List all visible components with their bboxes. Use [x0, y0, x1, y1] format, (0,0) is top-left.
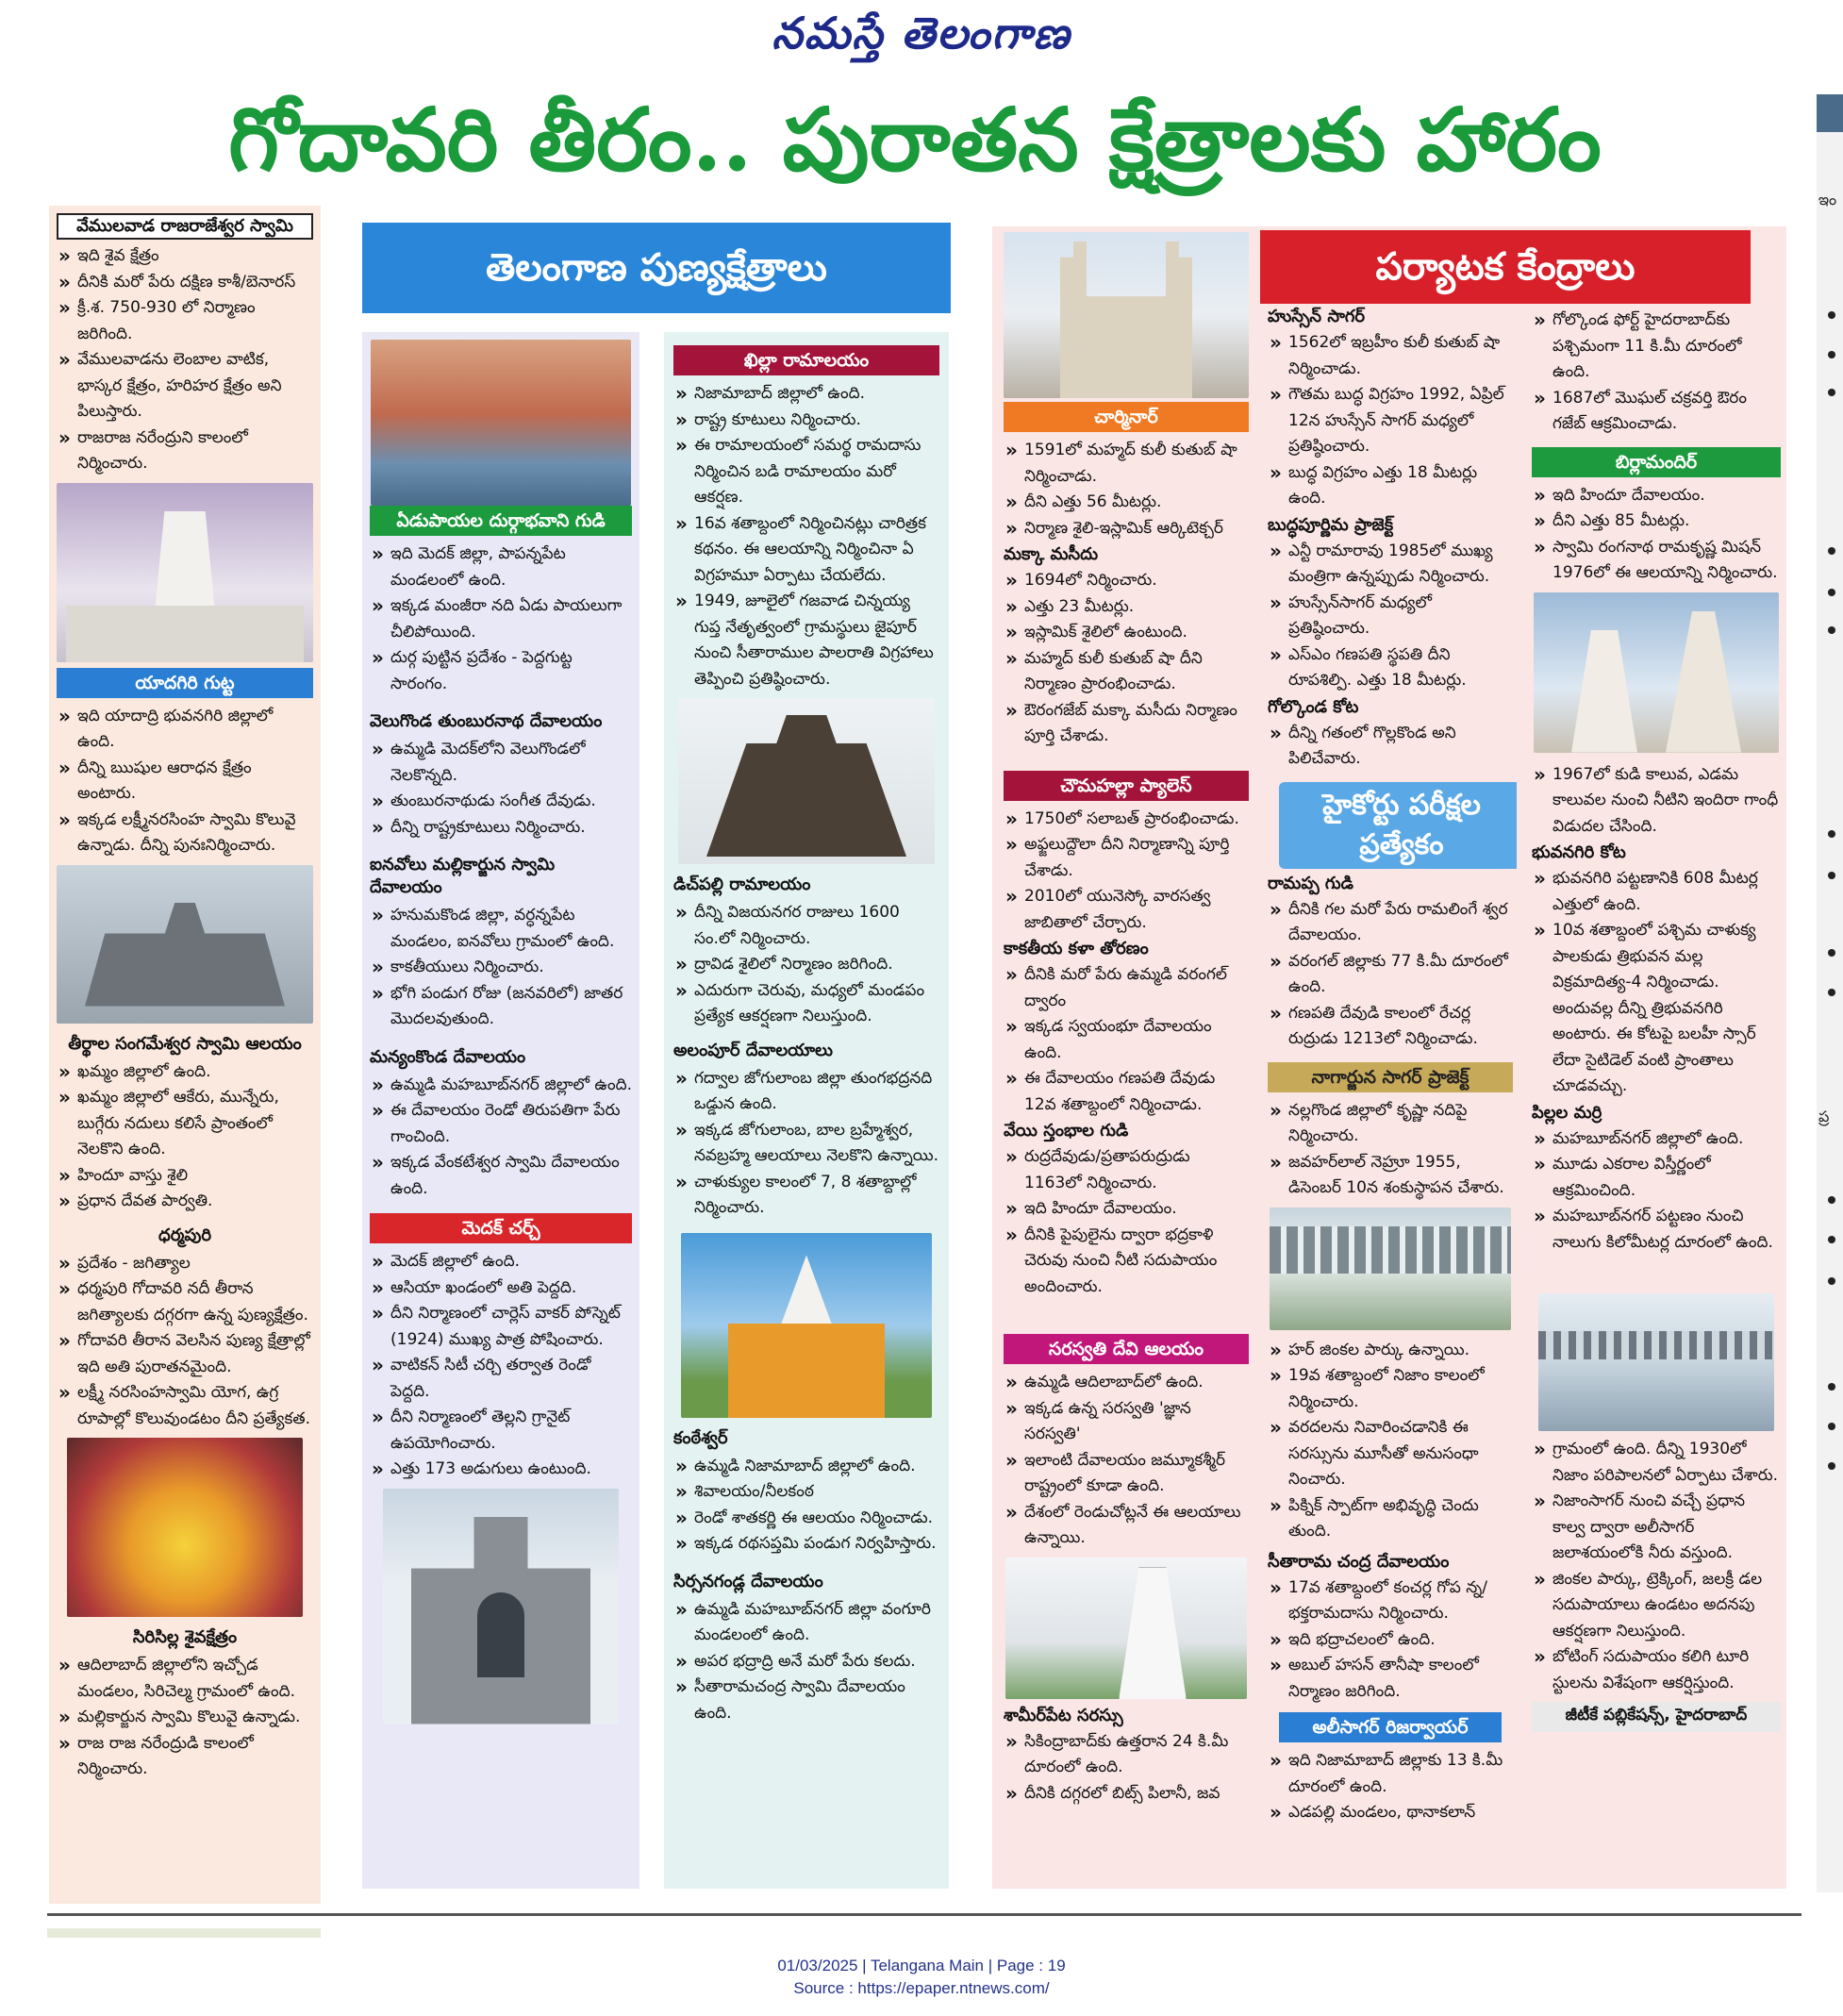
- hussain-list: [1268, 330, 1513, 512]
- list-item: » ఈ రామాలయంలో సమర్థ రామదాసు నిర్మించిన బడి రామాలయం మరో ఆకర్షణ.: [673, 433, 939, 511]
- list-item: » దీన్ని ఋషుల ఆరాధన క్షేత్రం అంటారు.: [57, 756, 313, 808]
- footer: [0, 1955, 1843, 2000]
- list-item: » ప్రధాన దేవత పార్వతి.: [57, 1189, 313, 1215]
- highcourt-special-badge: [1279, 782, 1517, 869]
- list-item: » భువనగిరి పట్టణానికి 608 మీటర్ల ఎత్తులో ఉంది.: [1532, 866, 1781, 918]
- birla-mandir-photo: [1534, 592, 1779, 753]
- inavolu-list: [370, 903, 632, 1033]
- footer-rule-accent: [47, 1928, 321, 1938]
- list-item: » ఇక్కడ జోగులాంబ, బాల బ్రహ్మేశ్వర, నవబ్రహ్మ ఆలయాలు నెలకొని ఉన్నాయి.: [673, 1118, 939, 1170]
- section-title: రామప్ప గుడి: [1268, 873, 1353, 893]
- list-item: » గోల్కొండ ఫోర్ట్ హైదరాబాద్‌కు పశ్చిమంగా 11 కి.మీ దూరంలో ఉంది.: [1532, 308, 1781, 386]
- list-item: » ఇక్కడ స్వయంభూ దేవాలయం ఉంది.: [1004, 1014, 1249, 1066]
- sirisilla-list: [57, 1653, 313, 1783]
- alisagar-reservoir-photo: [1538, 1293, 1774, 1431]
- alisagar-list: [1268, 1748, 1513, 1826]
- section-title: వేములవాడ రాజరాజేశ్వర స్వామి: [57, 213, 313, 240]
- nagarjuna-dam-photo: [1270, 1208, 1511, 1330]
- list-item: » రెండో శాతకర్ణి ఈ ఆలయం నిర్మించాడు.: [673, 1506, 939, 1532]
- bullet-icon: [1828, 547, 1835, 555]
- section-title: తీర్థాల సంగమేశ్వర స్వామి ఆలయం: [68, 1033, 302, 1054]
- section-title: సిరిసిల్ల శైవక్షేత్రం: [132, 1627, 238, 1647]
- dharmapuri-list: [57, 1251, 313, 1433]
- list-item: » కాకతీయులు నిర్మించారు.: [370, 955, 632, 981]
- list-item: » బుద్ధ విగ్రహం ఎత్తు 18 మీటర్లు ఉంది.: [1268, 460, 1513, 512]
- bullet-icon: [1828, 1383, 1835, 1391]
- telangana-punya-banner: [362, 223, 951, 313]
- vemulawada-list: [57, 243, 313, 477]
- list-item: » దీని నిర్మాణంలో చార్లెస్ వాకర్ పోస్నెట్ (1924) ముఖ్య పాత్ర పోషించారు.: [370, 1301, 632, 1353]
- section-title: బుద్ధపూర్ణిమ ప్రాజెక్ట్: [1268, 514, 1394, 535]
- column-1: [49, 206, 321, 1904]
- list-item: » సికింద్రాబాద్‌కు ఉత్తరాన 24 కి.మీ దూరంలో ఉంది.: [1004, 1729, 1249, 1781]
- edupayala-crowd-photo: [371, 340, 631, 506]
- bullet-icon: [1828, 351, 1835, 358]
- list-item: » ఎడపల్లి మండలం, థానాకలాన్: [1268, 1800, 1513, 1826]
- list-item: » అఫ్జలుద్దౌలా దీని నిర్మాణాన్ని పూర్తి చేశాడు.: [1004, 832, 1249, 884]
- footer-rule: [47, 1913, 1801, 1916]
- list-item: » ఉమ్మడి మెదక్‌లోని వెలుగొండలో నెలకొన్నది.: [370, 737, 632, 789]
- pillala-list: [1532, 1126, 1781, 1257]
- list-item: » గౌతమ బుద్ధ విగ్రహం 1992, ఏప్రిల్ 12న హుస్సేన్ సాగర్ మధ్యలో ప్రతిష్ఠించారు.: [1268, 382, 1513, 460]
- veyi-list: [1004, 1144, 1249, 1300]
- section-title: డిచ్‌పల్లి రామాలయం: [673, 875, 811, 894]
- bullet-icon: [1828, 1196, 1835, 1204]
- list-item: » మహబూబ్‌నగర్ పట్టణం నుంచి నాలుగు కిలోమీటర్ల దూరంలో ఉంది.: [1532, 1204, 1781, 1256]
- list-item: » దీనికి మరో పేరు ఉమ్మడి వరంగల్ ద్వారం: [1004, 962, 1249, 1014]
- birla-list: [1532, 483, 1781, 587]
- kudi-list: [1532, 762, 1781, 841]
- list-item: » క్రీ.శ. 750-930 లో నిర్మాణం జరిగింది.: [57, 295, 313, 347]
- list-item: » రాజరాజ నరేంద్రుని కాలంలో నిర్మించారు.: [57, 425, 313, 477]
- list-item: » తుంబురనాథుడు సంగీత దేవుడు.: [370, 789, 632, 815]
- list-item: » 2010లో యునెస్కో వారసత్వ జాబితాలో చేర్చారు.: [1004, 884, 1249, 936]
- section-title: మక్కా మసీదు: [1004, 544, 1099, 564]
- list-item: » వరదలను నివారించడానికి ఈ సరస్సును మూసీతో అనుసంధా నించారు.: [1268, 1415, 1513, 1493]
- column-5: [1264, 304, 1517, 1883]
- section-title-bar: బిర్లామందిర్: [1532, 447, 1781, 477]
- section-title-bar: చార్మినార్: [1004, 402, 1249, 432]
- masthead: నమస్తే తెలంగాణ: [772, 8, 1071, 58]
- section-title-bar: నాగార్జున సాగర్ ప్రాజెక్ట్: [1268, 1062, 1513, 1092]
- list-item: » వేములవాడను లెంబాల వాటిక, భాస్కర క్షేత్రం, హరిహర క్షేత్రం అని పిలుస్తారు.: [57, 347, 313, 425]
- section-title-bar: చౌమహల్లా ప్యాలెస్: [1004, 771, 1249, 801]
- list-item: » శివాలయం/నీలకంఠ: [673, 1479, 939, 1506]
- bullet-icon: [1828, 311, 1835, 319]
- list-item: » నిర్మాణ శైలి-ఇస్లామిక్ ఆర్కిటెక్చర్: [1004, 516, 1249, 542]
- list-item: » గద్వాల జోగులాంబ జిల్లా తుంగభద్రనది ఒడ్డున ఉంది.: [673, 1066, 939, 1118]
- list-item: » ఎత్తు 173 అడుగులు ఉంటుంది.: [370, 1457, 632, 1483]
- bullet-icon: [1828, 949, 1835, 957]
- bullet-icon: [1828, 589, 1835, 596]
- list-item: » ఉమ్మడి మహబూబ్‌నగర్ జిల్లా వంగూరి మండలంలో ఉంది.: [673, 1597, 939, 1649]
- section-title-bar: యాదగిరి గుట్ట: [57, 668, 313, 698]
- section-title: శామీర్‌పేట సరస్సు: [1004, 1705, 1123, 1725]
- list-item: » బోటింగ్ సదుపాయం కలిగి టూరి స్టులను విశేషంగా ఆకర్షిస్తుంది.: [1532, 1644, 1781, 1696]
- bullet-icon: [1828, 1277, 1835, 1285]
- alisagar-cont-list: [1532, 1437, 1781, 1696]
- list-item: » ఈ దేవాలయం గణపతి దేవుడు 12వ శతాబ్దంలో నిర్మించాడు.: [1004, 1066, 1249, 1118]
- list-item: » దీని ఎత్తు 56 మీటర్లు.: [1004, 490, 1249, 516]
- section-title-bar: ఖిల్లా రామాలయం: [673, 345, 939, 375]
- list-item: » దీనికి దగ్గరలో బిట్స్ పిలానీ, జవ: [1004, 1781, 1249, 1808]
- section-title: అలంపూర్ దేవాలయాలు: [673, 1040, 834, 1060]
- section-title: మన్యంకొండ దేవాలయం: [370, 1046, 526, 1067]
- list-item: » హనుమకొండ జిల్లా, వర్ధన్నపేట మండలం, ఐనవోలు గ్రామంలో ఉంది.: [370, 903, 632, 955]
- footer-source-link[interactable]: Source : https://epaper.ntnews.com/: [793, 1979, 1050, 1997]
- column-6: [1528, 304, 1785, 1883]
- vemulawada-temple-photo: [57, 483, 313, 662]
- list-item: » మూడు ఎకరాల విస్తీర్ణంలో ఆక్రమించింది.: [1532, 1152, 1781, 1204]
- section-title: సీతారామ చంద్ర దేవాలయం: [1268, 1551, 1450, 1572]
- list-item: » ఖమ్మం జిల్లాలో ఉంది.: [57, 1059, 313, 1086]
- charminar-list: [1004, 438, 1249, 541]
- list-item: » ఆదిలాబాద్ జిల్లాలోని ఇచ్చోడ మండలం, సిరిచెల్మ గ్రామంలో ఉంది.: [57, 1653, 313, 1705]
- bullet-icon: [1828, 389, 1835, 396]
- kakatiya-list: [1004, 962, 1249, 1118]
- section-title: ఐనవోలు మల్లికార్జున స్వామి దేవాలయం: [370, 855, 556, 897]
- bhuvanagiri-list: [1532, 866, 1781, 1100]
- list-item: » హిందూ వాస్తు శైలి: [57, 1163, 313, 1190]
- list-item: » దుర్గ పుట్టిన ప్రదేశం - పెద్దగుట్ట సారంగం.: [370, 645, 632, 697]
- list-item: » ఎన్టీ రామారావు 1985లో ముఖ్య మంత్రిగా ఉన్నప్పుడు నిర్మించారు.: [1268, 539, 1513, 591]
- golconda-list: [1268, 721, 1513, 773]
- edge-text: ఇం: [1818, 191, 1837, 208]
- list-item: » ఆసియా ఖండంలో అతి పెద్దది.: [370, 1275, 632, 1302]
- column-2: [362, 332, 639, 1889]
- shamirpet-cont-list: [1268, 1338, 1513, 1545]
- list-item: » వాటికన్ సిటీ చర్చి తర్వాత రెండో పెద్దది.: [370, 1353, 632, 1405]
- list-item: » 1562లో ఇబ్రహీం కులీ కుతుబ్ షా నిర్మించాడు.: [1268, 330, 1513, 382]
- section-title: భువనగిరి కోట: [1532, 842, 1626, 862]
- section-title: వెలుగొండ తుంబురనాథ దేవాలయం: [370, 711, 603, 731]
- list-item: » నిజామాబాద్ జిల్లాలో ఉంది.: [673, 381, 939, 408]
- manyamkonda-list: [370, 1073, 632, 1203]
- list-item: » దీనికి పైపులైను ద్వారా భద్రకాళి చెరువు నుంచి నీటి సదుపాయం అందించారు.: [1004, 1223, 1249, 1301]
- list-item: » గోదావరి తీరాన వెలసిన పుణ్య క్షేత్రాల్లో ఇది అతి పురాతనమైంది.: [57, 1328, 313, 1380]
- ramappa-list: [1268, 897, 1513, 1053]
- headline: గోదావరి తీరం.. పురాతన క్షేత్రాలకు హారం: [228, 89, 1602, 191]
- list-item: » ఇది శైవ క్షేత్రం: [57, 243, 313, 270]
- list-item: » భోగి పండుగ రోజు (జనవరిలో) జాతర మొదలవుతుంది.: [370, 981, 632, 1033]
- list-item: » 19వ శతాబ్దంలో నిజాం కాలంలో నిర్మించారు.: [1268, 1363, 1513, 1415]
- list-item: » ఖమ్మం జిల్లాలో ఆకేరు, మున్నేరు, బుగ్గేరు నదులు కలిసే ప్రాంతంలో నెలకొని ఉంది.: [57, 1085, 313, 1163]
- sirisilla-shrine-photo: [67, 1438, 303, 1617]
- section-title: కాకతీయ కళా తోరణం: [1004, 939, 1149, 958]
- column-3: [664, 332, 949, 1889]
- list-item: » అపర భద్రాద్రి అనే మరో పేరు కలదు.: [673, 1649, 939, 1675]
- section-title-bar: ఏడుపాయల దుర్గాభవాని గుడి: [370, 506, 632, 536]
- kanteshwar-temple-photo: [681, 1233, 932, 1418]
- khilla-list: [673, 381, 939, 692]
- banner-text: తెలంగాణ పుణ్యక్షేత్రాలు: [486, 245, 827, 290]
- list-item: » మహబూబ్‌నగర్ జిల్లాలో ఉంది.: [1532, 1126, 1781, 1153]
- bullet-icon: [1828, 1423, 1835, 1430]
- list-item: » ఇస్లామిక్ శైలిలో ఉంటుంది.: [1004, 620, 1249, 646]
- yadagiri-list: [57, 704, 313, 859]
- list-item: » ఔరంగజేబ్ మక్కా మసీదు నిర్మాణం పూర్తి చేశాడు.: [1004, 698, 1249, 750]
- publisher-credit: జీటీకే పబ్లికేషన్స్, హైదరాబాద్: [1532, 1702, 1781, 1732]
- list-item: » ఇక్కడ లక్ష్మీనరసింహ స్వామి కొలువై ఉన్నాడు. దీన్ని పునఃనిర్మించారు.: [57, 808, 313, 859]
- medak-list: [370, 1249, 632, 1483]
- golconda-cont-list: [1532, 308, 1781, 438]
- list-item: » ఇది హిందూ దేవాలయం.: [1004, 1196, 1249, 1223]
- chowmahalla-list: [1004, 807, 1249, 937]
- list-item: » దీనికి గల మరో పేరు రామలింగే శ్వర దేవాలయం.: [1268, 897, 1513, 949]
- badge-line: హైకోర్టు పరీక్షల: [1322, 788, 1481, 822]
- section-title: గోల్కొండ కోట: [1268, 696, 1359, 717]
- footer-date-line: 01/03/2025 | Telangana Main | Page : 19: [777, 1957, 1066, 1974]
- list-item: » నిజాంసాగర్ నుంచి వచ్చే ప్రధాన కాల్వ ద్వారా అలీసాగర్ జలాశయంలోకి నీరు వస్తుంది.: [1532, 1489, 1781, 1567]
- edupayala-list: [370, 541, 632, 697]
- list-item: » ఉమ్మడి మహబూబ్‌నగర్ జిల్లాలో ఉంది.: [370, 1073, 632, 1099]
- list-item: » 1591లో మహ్మద్ కులీ కుతుబ్ షా నిర్మించాడు.: [1004, 438, 1249, 490]
- list-item: » 1949, జూలైలో గజవాడ చిన్నయ్య గుప్త నేతృత్వంలో గ్రామస్థులు జైపూర్ నుంచి సీతారాముల పాలరాతి విగ్రహాలు తెప్పించి ప్రతిష్ఠించారు.: [673, 589, 939, 692]
- paryataka-banner: [1260, 230, 1751, 304]
- list-item: » దీనికి మరో పేరు దక్షిణ కాశీ/బెనారస్: [57, 270, 313, 296]
- list-item: » 10వ శతాబ్దంలో పశ్చిమ చాళుక్య పాలకుడు త్రిభువన మల్ల విక్రమాదిత్య-4 నిర్మించాడు. అందువల్ల దీన్ని త్రిభువనగిరి అంటారు. ఈ కోటపై బలహీ స్సార్ లేదా సైటిడెల్ వంటి ప్రాంతాలు చూడవచ్చు.: [1532, 918, 1781, 1100]
- bullet-icon: [1828, 872, 1835, 879]
- section-title-bar: సరస్వతి దేవి ఆలయం: [1004, 1334, 1249, 1364]
- bullet-icon: [1828, 830, 1835, 838]
- bullet-icon: [1828, 989, 1835, 996]
- kanteshwar-list: [673, 1454, 939, 1558]
- list-item: » రుద్రదేవుడు/ప్రతాపరుద్రుడు 1163లో నిర్మించారు.: [1004, 1144, 1249, 1196]
- list-item: » ఇది యాదాద్రి భువనగిరి జిల్లాలో ఉంది.: [57, 704, 313, 756]
- list-item: » ఇక్కడ రథసప్తమి పండుగ నిర్వహిస్తారు.: [673, 1531, 939, 1558]
- list-item: » సీతారామచంద్ర స్వామి దేవాలయం ఉంది.: [673, 1674, 939, 1726]
- bullet-icon: [1828, 626, 1835, 634]
- list-item: » దేశంలో రెండుచోట్లనే ఈ ఆలయాలు ఉన్నాయి.: [1004, 1500, 1249, 1552]
- list-item: » వరంగల్ జిల్లాకు 77 కి.మీ దూరంలో ఉంది.: [1268, 949, 1513, 1001]
- nagarjuna-list: [1268, 1098, 1513, 1202]
- section-title: వేయి స్తంభాల గుడి: [1004, 1121, 1129, 1141]
- bullet-icon: [1828, 1236, 1835, 1243]
- saraswati-temple-photo: [1005, 1558, 1247, 1699]
- list-item: » నల్లగొండ జిల్లాలో కృష్ణా నదిపై నిర్మించారు.: [1268, 1098, 1513, 1150]
- list-item: » దీని ఎత్తు 85 మీటర్లు.: [1532, 508, 1781, 535]
- list-item: » ఈ దేవాలయం రెండో తిరుపతిగా పేరు గాంచింది.: [370, 1098, 632, 1150]
- theerthala-list: [57, 1059, 313, 1215]
- list-item: » ఇలాంటి దేవాలయం జమ్మూకశ్మీర్ రాష్ట్రంలో కూడా ఉంది.: [1004, 1448, 1249, 1500]
- list-item: » రాష్ట్ర కూటులు నిర్మించారు.: [673, 408, 939, 434]
- list-item: » గ్రామంలో ఉంది. దీన్ని 1930లో నిజాం పరిపాలనలో ఏర్పాటు చేశారు.: [1532, 1437, 1781, 1489]
- list-item: » గణపతి దేవుడి కాలంలో రేచర్ల రుద్రుడు 1213లో నిర్మించాడు.: [1268, 1001, 1513, 1053]
- bullet-icon: [1828, 1462, 1835, 1470]
- list-item: » ద్రావిడ శైలిలో నిర్మాణం జరిగింది.: [673, 952, 939, 978]
- list-item: » ఎస్ఎం గణపతి స్థపతి దీని రూపశిల్పి. ఎత్తు 18 మీటర్లు.: [1268, 642, 1513, 694]
- section-title-bar: అలీసాగర్ రిజర్వాయర్: [1279, 1712, 1502, 1742]
- list-item: » దీన్ని గతంలో గొల్లకొండ అని పిలిచేవారు.: [1268, 721, 1513, 773]
- section-title: హుస్సేన్ సాగర్: [1268, 307, 1366, 326]
- list-item: » ఇక్కడ మంజీరా నది ఏడు పాయలుగా చీలిపోయింది.: [370, 593, 632, 645]
- section-title: ధర్మపురి: [158, 1225, 212, 1245]
- list-item: » స్వామి రంగనాథ రామకృష్ణ మిషన్ 1976లో ఈ ఆలయాన్ని నిర్మించారు.: [1532, 535, 1781, 587]
- alampur-list: [673, 1066, 939, 1222]
- list-item: » ఎదురుగా చెరువు, మధ్యలో మండపం ప్రత్యేక ఆకర్షణగా నిలుస్తుంది.: [673, 978, 939, 1030]
- list-item: » ఎత్తు 23 మీటర్లు.: [1004, 594, 1249, 621]
- list-item: » ఇక్కడ ఉన్న సరస్వతి 'జ్ఞాన సరస్వతి': [1004, 1396, 1249, 1448]
- list-item: » లక్ష్మీ నరసింహస్వామి యోగ, ఉగ్ర రూపాల్లో కొలువుండటం దీని ప్రత్యేకత.: [57, 1380, 313, 1432]
- yadagiri-temple-photo: [57, 865, 313, 1024]
- banner-text: పర్యాటక కేంద్రాలు: [1375, 244, 1635, 289]
- list-item: » హర్ జింకల పార్కు ఉన్నాయి.: [1268, 1338, 1513, 1364]
- list-item: » ఇక్కడ వేంకటేశ్వర స్వామి దేవాలయం ఉంది.: [370, 1150, 632, 1202]
- list-item: » 1967లో కుడి కాలువ, ఎడమ కాలువల నుంచి నీటిని ఇందిరా గాంధీ విడుదల చేసింది.: [1532, 762, 1781, 841]
- list-item: » హుస్సేన్‌సాగర్ మధ్యలో ప్రతిష్ఠించారు.: [1268, 591, 1513, 642]
- section-title: కంఠేశ్వర్: [673, 1427, 728, 1448]
- edge-header-block: [1817, 94, 1843, 132]
- list-item: » ఉమ్మడి నిజామాబాద్ జిల్లాలో ఉంది.: [673, 1454, 939, 1480]
- list-item: » రాజ రాజ నరేంద్రుడి కాలంలో నిర్మించారు.: [57, 1731, 313, 1783]
- sirsanagandla-list: [673, 1597, 939, 1727]
- list-item: » ఇది మెదక్ జిల్లా, పాపన్నపేట మండలంలో ఉంది.: [370, 541, 632, 593]
- list-item: » దీని నిర్మాణంలో తెల్లని గ్రానైట్ ఉపయోగించారు.: [370, 1405, 632, 1457]
- list-item: » 1694లో నిర్మించారు.: [1004, 568, 1249, 594]
- shamirpet-list: [1004, 1729, 1249, 1808]
- list-item: » దీన్ని రాష్ట్రకూటులు నిర్మించారు.: [370, 815, 632, 841]
- list-item: » పిక్నిక్ స్పాట్‌గా అభివృద్ధి చెందు తుంది.: [1268, 1493, 1513, 1545]
- list-item: » మహ్మద్ కులీ కుతుబ్ షా దీని నిర్మాణం ప్రారంభించాడు.: [1004, 646, 1249, 698]
- list-item: » చాళుక్యుల కాలంలో 7, 8 శతాబ్దాల్లో నిర్మించారు.: [673, 1170, 939, 1222]
- saraswati-list: [1004, 1370, 1249, 1552]
- list-item: » ధర్మపురి గోదావరి నదీ తీరాన జగిత్యాలకు దగ్గరగా ఉన్న పుణ్యక్షేత్రం.: [57, 1276, 313, 1328]
- list-item: » ఉమ్మడి ఆదిలాబాద్‌లో ఉంది.: [1004, 1370, 1249, 1396]
- badge-line: ప్రత్యేకం: [1359, 827, 1444, 861]
- column-4: [1000, 232, 1253, 1883]
- list-item: » అబుల్ హసన్ తానీషా కాలంలో నిర్మాణం జరిగింది.: [1268, 1653, 1513, 1705]
- section-title-bar: మెదక్ చర్చ్: [370, 1213, 632, 1243]
- section-title: పిల్లల మర్రి: [1532, 1102, 1602, 1123]
- list-item: » 16వ శతాబ్దంలో నిర్మించినట్లు చారిత్రక కథనం. ఈ ఆలయాన్ని నిర్మించినా ఏ విగ్రహమూ ఏర్పాటు చేయలేదు.: [673, 511, 939, 590]
- list-item: » ఇది నిజామాబాద్ జిల్లాకు 13 కి.మీ దూరంలో ఉంది.: [1268, 1748, 1513, 1800]
- section-title: సిర్సనగండ్ల దేవాలయం: [673, 1571, 823, 1591]
- list-item: » మెదక్ జిల్లాలో ఉంది.: [370, 1249, 632, 1275]
- list-item: » 1687లో మొఘల్ చక్రవర్తి ఔరం గజేబ్ ఆక్రమించాడు.: [1532, 386, 1781, 438]
- mecca-list: [1004, 568, 1249, 750]
- edge-text: ప్ర: [1818, 1108, 1830, 1125]
- list-item: » జవహర్‌లాల్ నెహ్రూ 1955, డిసెంబర్ 10న శంకుస్థాపన చేశారు.: [1268, 1150, 1513, 1202]
- list-item: » ప్రదేశం - జగిత్యాల: [57, 1251, 313, 1277]
- medak-church-photo: [383, 1489, 619, 1724]
- list-item: » 1750లో సలాబత్ ప్రారంభించాడు.: [1004, 807, 1249, 833]
- list-item: » ఇది భద్రాచలంలో ఉంది.: [1268, 1627, 1513, 1654]
- buddha-list: [1268, 539, 1513, 694]
- list-item: » దీన్ని విజయనగర రాజులు 1600 సం.లో నిర్మించారు.: [673, 900, 939, 952]
- velugonda-list: [370, 737, 632, 841]
- dichpally-temple-photo: [678, 698, 935, 864]
- list-item: » జింకల పార్కు, ట్రెక్కింగ్, జలక్రీ డల సదుపాయాలు ఉండటం అదనపు ఆకర్షణగా నిలుస్తుంది.: [1532, 1567, 1781, 1645]
- list-item: » 17వ శతాబ్దంలో కంచర్ల గోప న్న/భక్తరామదాసు నిర్మించారు.: [1268, 1575, 1513, 1627]
- list-item: » మల్లికార్జున స్వామి కొలువై ఉన్నాడు.: [57, 1705, 313, 1731]
- list-item: » ఇది హిందూ దేవాలయం.: [1532, 483, 1781, 509]
- dichpally-list: [673, 900, 939, 1030]
- seetharama-list: [1268, 1575, 1513, 1706]
- charminar-photo: [1004, 232, 1249, 398]
